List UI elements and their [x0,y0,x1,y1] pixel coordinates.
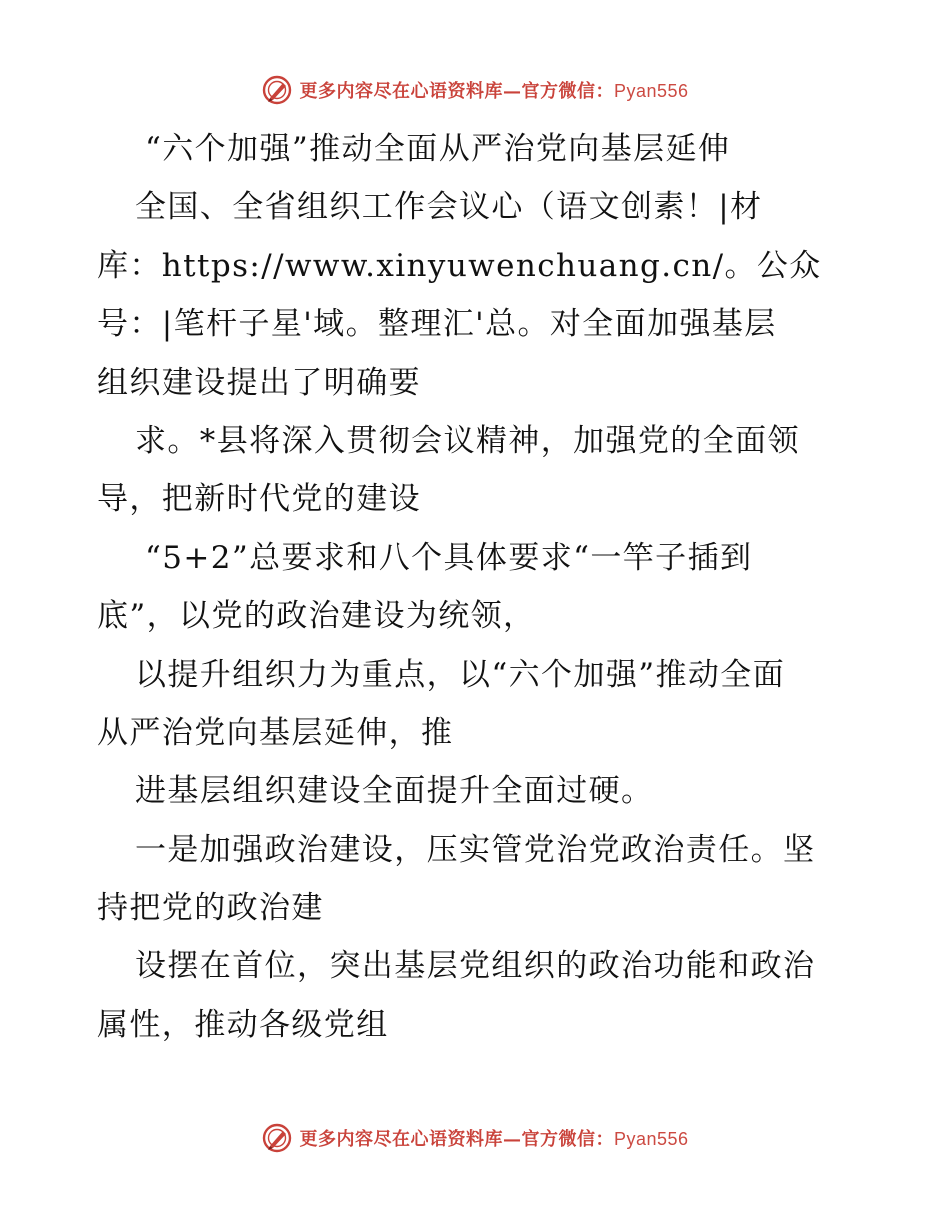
body-line: 底”，以党的政治建设为统领， [97,598,536,635]
body-line: 组织建设提出了明确要 [97,364,421,401]
body-line: 设摆在首位，突出基层党组织的政治功能和政治 [135,948,816,985]
body-line: 以提升组织力为重点，以“六个加强”推动全面 [135,656,786,693]
body-line: 持把党的政治建 [97,890,324,927]
pen-circle-logo-icon [261,74,293,106]
footer-banner [0,1118,950,1158]
pen-circle-logo-icon [261,1122,293,1154]
body-line: 从严治党向基层延伸，推 [97,714,454,751]
document-title: “六个加强”推动全面从严治党向基层延伸 [145,131,731,167]
body-line: “5+2”总要求和八个具体要求“一竿子插到 [145,539,753,576]
body-line: 库：https://www.xinyuwenchuang.cn/。公众 [97,247,822,284]
footer-wechat-handle: Pyan556 [613,1129,689,1149]
body-line: 求。*县将深入贯彻会议精神，加强党的全面领 [135,422,800,459]
body-line: 号：|笔杆子星'域。整理汇'总。对全面加强基层 [97,306,777,343]
body-line: 导，把新时代党的建设 [97,481,421,518]
header-banner-text: 更多内容尽在心语资料库—官方微信：Pyan556 [299,81,689,102]
header-banner [0,70,950,110]
body-line: 一是加强政治建设，压实管党治党政治责任。坚 [135,831,816,868]
footer-banner-text: 更多内容尽在心语资料库—官方微信：Pyan556 [299,1129,689,1150]
header-wechat-handle: Pyan556 [613,81,689,101]
document-body [97,120,853,1054]
body-line: 进基层组织建设全面提升全面过硬。 [135,773,654,810]
body-line: 属性，推动各级党组 [97,1006,389,1043]
body-line: 全国、全省组织工作会议心（语文创素！|材 [135,189,763,226]
